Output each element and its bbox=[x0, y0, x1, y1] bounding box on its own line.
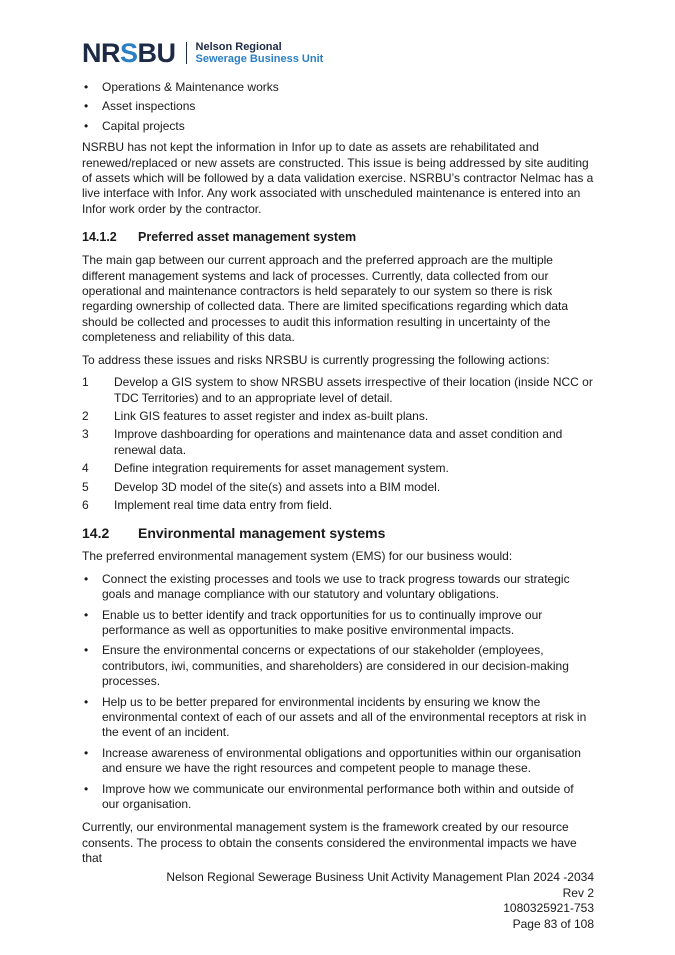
actions-intro: To address these issues and risks NRSBU is currently progressing the following actions: bbox=[82, 352, 550, 367]
data-sources-list bbox=[82, 80, 594, 134]
item-text: Link GIS features to asset register and index as-built plans. bbox=[114, 408, 429, 423]
logo-s: S bbox=[120, 38, 138, 68]
infor-paragraph: NSRBU has not kept the information in Infor up to date as assets are rehabilitated and renewed/replaced or new assets are constructed. This issue is being addressed by site auditing of assets which will be followed by a data validation exercise. NSRBU’s contractor Nelmac has a live interface with Infor. Any work associated with unscheduled maintenance is entered into an Infor work order by the contractor. bbox=[82, 140, 594, 216]
section-heading-14-2 bbox=[82, 524, 594, 542]
item-text: Implement real time data entry from field. bbox=[114, 497, 333, 512]
section-heading-14-1-2 bbox=[82, 229, 594, 245]
list-item bbox=[82, 498, 594, 513]
page-content bbox=[82, 80, 594, 874]
section-title: Environmental management systems bbox=[138, 525, 386, 542]
list-item: • Enable us to better identify and track opportunities for us to continually improve our performance as well as opportunities to make positive environmental impacts. bbox=[82, 608, 594, 639]
list-item: • Connect the existing processes and tools we use to track progress towards our strategic goals and manage compliance with our statutory and voluntary obligations. bbox=[82, 572, 594, 603]
list-item: • Help us to be better prepared for environmental incidents by ensuring we know the environmental context of each of our assets and all of the environmental receptors at risk in the event of an incident. bbox=[82, 695, 594, 741]
logo-divider bbox=[186, 42, 187, 64]
list-item bbox=[82, 480, 594, 495]
item-number: 1 bbox=[82, 375, 89, 390]
list-item bbox=[82, 461, 594, 476]
logo-org-line1: Nelson Regional bbox=[195, 41, 282, 53]
logo-org-line2: Sewerage Business Unit bbox=[195, 53, 324, 65]
logo-wordmark bbox=[82, 38, 176, 68]
footer-doc-id: 1080325921-753 bbox=[503, 901, 594, 915]
item-number: 2 bbox=[82, 408, 89, 423]
ems-bullets bbox=[82, 572, 594, 813]
footer-revision: Rev 2 bbox=[562, 885, 594, 900]
list-item: • Asset inspections bbox=[82, 99, 594, 114]
list-item: • Increase awareness of environmental obligations and opportunities within our organisation and ensure we have the right resources and competent people to manage these. bbox=[82, 746, 594, 777]
footer-doc-title: Nelson Regional Sewerage Business Unit Activity Management Plan 2024 -2034 bbox=[166, 870, 594, 884]
item-text: Develop 3D model of the site(s) and assets into a BIM model. bbox=[114, 479, 441, 494]
list-item: • Operations & Maintenance works bbox=[82, 80, 594, 95]
section-number: 14.1.2 bbox=[82, 230, 117, 245]
gap-paragraph: The main gap between our current approach and the preferred approach are the multiple different management systems and lack of processes. Currently, data collected from our operational and maintenance contractors is held separately to our system so there is risk regarding ownership of collected data. There are limited specifications regarding which data should be collected and processes to audit this information resulting in uncertainty of the completeness and reliability of this data. bbox=[82, 253, 569, 345]
footer-page-number: Page 83 of 108 bbox=[512, 916, 594, 931]
section-number: 14.2 bbox=[82, 525, 110, 542]
list-item: • Ensure the environmental concerns or expectations of our stakeholder (employees, contributors, iwi, communities, and shareholders) are considered in our decision-making processes. bbox=[82, 643, 594, 689]
item-number: 4 bbox=[82, 461, 89, 476]
item-number: 3 bbox=[82, 427, 89, 442]
list-item bbox=[82, 427, 594, 458]
item-number: 5 bbox=[82, 479, 89, 494]
list-item: • Improve how we communicate our environmental performance both within and outside of our organisation. bbox=[82, 782, 594, 813]
item-text: Develop a GIS system to show NRSBU assets irrespective of their location (inside NCC or TDC Territories) and to an appropriate level of detail. bbox=[114, 375, 593, 405]
item-text: Improve dashboarding for operations and maintenance data and asset condition and renewal data. bbox=[114, 427, 563, 457]
page-footer bbox=[166, 870, 594, 932]
nrsbu-logo bbox=[82, 38, 323, 68]
ems-intro: The preferred environmental management system (EMS) for our business would: bbox=[82, 549, 513, 564]
list-item bbox=[82, 409, 594, 424]
list-item bbox=[82, 375, 594, 406]
section-title: Preferred asset management system bbox=[138, 230, 357, 245]
item-text: Define integration requirements for asset management system. bbox=[114, 461, 449, 476]
ems-closing-paragraph: Currently, our environmental management system is the framework created by our resource consents. The process to obtain the consents considered the environmental impacts we have that bbox=[82, 820, 577, 866]
actions-list bbox=[82, 375, 594, 513]
logo-org-name bbox=[196, 41, 324, 65]
list-item: • Capital projects bbox=[82, 119, 594, 134]
item-number: 6 bbox=[82, 497, 89, 512]
logo-suffix: BU bbox=[137, 38, 176, 68]
logo-prefix: NR bbox=[82, 38, 120, 68]
